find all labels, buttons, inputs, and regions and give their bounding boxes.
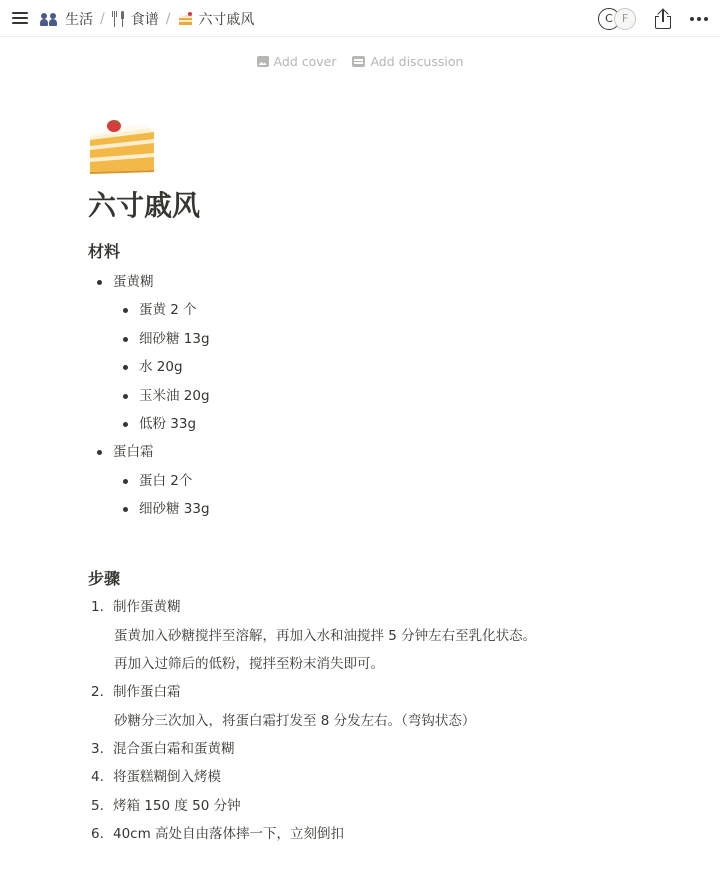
step-label: 制作蛋白霜 — [113, 684, 181, 700]
step-number: 5. — [91, 798, 104, 814]
breadcrumb-label: 生活 — [65, 11, 93, 28]
add-cover-button[interactable] — [257, 54, 337, 69]
page-actions — [0, 54, 720, 69]
add-discussion-label: Add discussion — [370, 54, 464, 69]
list-item[interactable]: 细砂糖 33g — [139, 501, 210, 517]
heading-materials[interactable]: 材料 — [88, 242, 121, 261]
breadcrumb-item-recipes[interactable] — [112, 9, 159, 29]
add-discussion-button[interactable] — [352, 54, 463, 69]
step-number: 2. — [91, 684, 104, 700]
step-item[interactable] — [91, 597, 181, 617]
step-item[interactable] — [91, 739, 235, 759]
list-item[interactable]: 低粉 33g — [139, 416, 197, 432]
breadcrumb-item-life[interactable] — [40, 9, 93, 29]
top-bar — [0, 0, 720, 37]
image-icon — [257, 56, 269, 67]
list-item[interactable]: 水 20g — [139, 359, 183, 375]
avatar[interactable]: C — [598, 8, 620, 30]
breadcrumb — [40, 0, 254, 37]
list-item[interactable]: 细砂糖 13g — [139, 331, 210, 347]
list-item[interactable]: 蛋黄糊 — [113, 274, 154, 290]
step-note[interactable]: 砂糖分三次加入，将蛋白霜打发至 8 分发左右。（弯钩状态） — [114, 713, 476, 729]
page-title[interactable]: 六寸戚风 — [88, 189, 201, 222]
step-item[interactable] — [91, 767, 221, 787]
page-content — [88, 186, 688, 842]
step-number: 4. — [91, 769, 104, 785]
step-number: 6. — [91, 826, 104, 842]
step-number: 3. — [91, 741, 104, 757]
breadcrumb-label: 食谱 — [130, 11, 159, 28]
step-label: 烤箱 150 度 50 分钟 — [113, 798, 241, 814]
step-number: 1. — [91, 599, 104, 615]
cake-icon[interactable] — [84, 110, 160, 178]
step-label: 混合蛋白霜和蛋黄糊 — [113, 741, 235, 757]
step-note[interactable]: 再加入过筛后的低粉，搅拌至粉末消失即可。 — [114, 656, 384, 672]
heading-steps[interactable]: 步骤 — [88, 569, 121, 588]
step-note[interactable]: 蛋黄加入砂糖搅拌至溶解，再加入水和油搅拌 5 分钟左右至乳化状态。 — [114, 628, 537, 644]
breadcrumb-item-chiffon[interactable] — [177, 9, 254, 29]
list-item[interactable]: 蛋白 2个 — [139, 473, 193, 489]
step-item[interactable] — [91, 796, 241, 816]
list-item[interactable]: 蛋黄 2 个 — [139, 302, 197, 318]
share-icon[interactable] — [654, 9, 672, 29]
breadcrumb-label: 六寸戚风 — [198, 11, 255, 28]
step-label: 制作蛋黄糊 — [113, 599, 181, 615]
breadcrumb-separator: / — [165, 10, 171, 27]
menu-icon[interactable] — [10, 9, 30, 27]
breadcrumb-separator: / — [100, 10, 105, 27]
comment-icon — [352, 56, 365, 67]
collaborator-avatars[interactable] — [598, 8, 636, 30]
step-item[interactable] — [91, 682, 181, 702]
list-item[interactable]: 玉米油 20g — [139, 388, 210, 404]
step-item[interactable] — [91, 824, 345, 844]
cake-icon — [177, 12, 193, 26]
step-label: 40cm 高处自由落体摔一下，立刻倒扣 — [113, 826, 345, 842]
people-icon — [40, 12, 60, 26]
add-cover-label: Add cover — [273, 54, 337, 69]
list-item[interactable]: 蛋白霜 — [113, 444, 154, 460]
fork-knife-icon — [112, 11, 126, 27]
avatar[interactable]: F — [614, 8, 636, 30]
more-icon[interactable] — [690, 16, 710, 22]
step-label: 将蛋糕糊倒入烤模 — [113, 769, 221, 785]
